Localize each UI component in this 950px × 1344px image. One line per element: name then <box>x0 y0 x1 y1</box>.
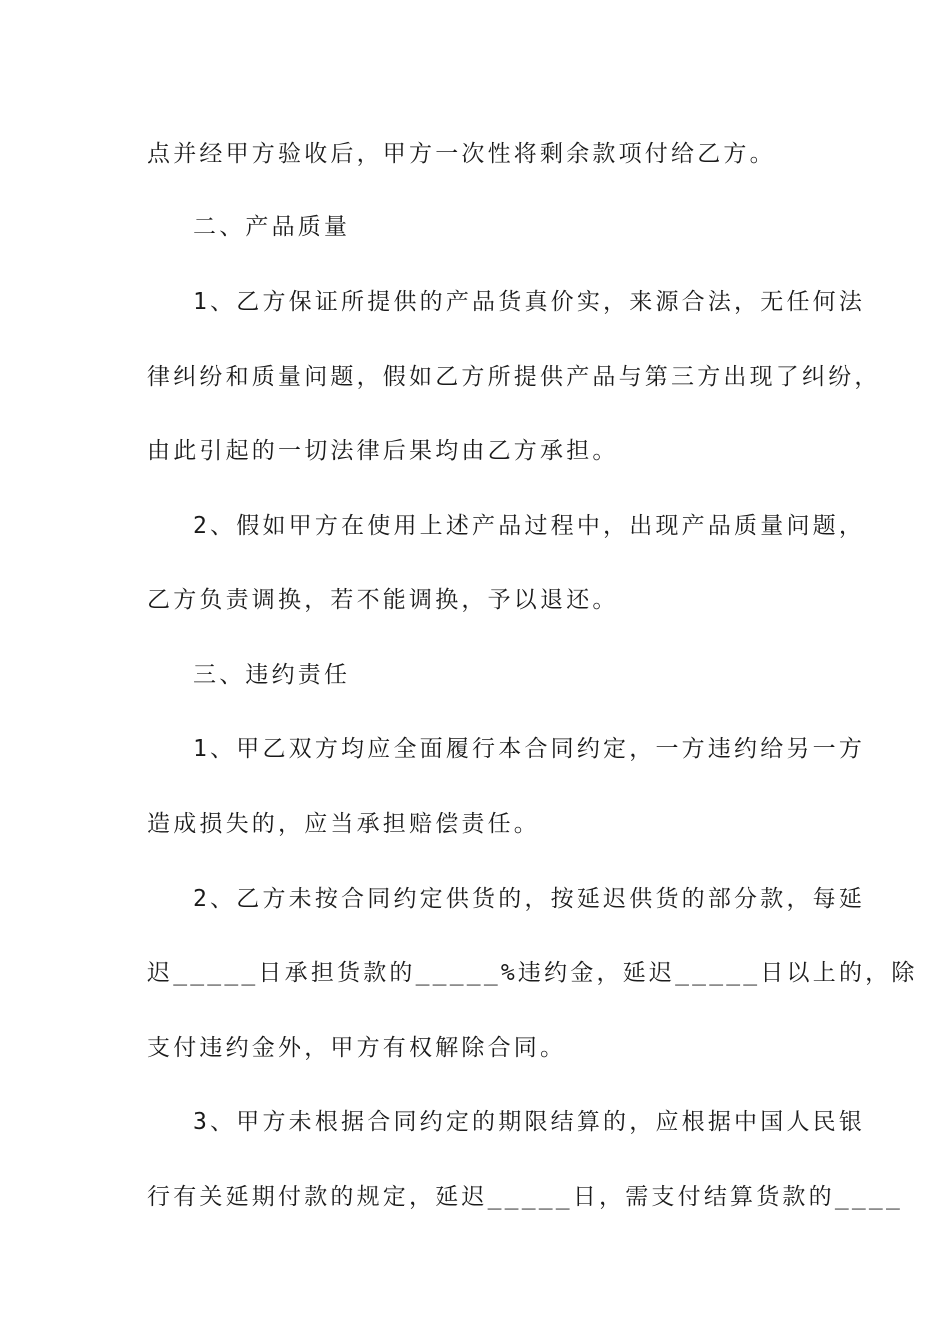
text-line-7: 乙方负责调换，若不能调换，予以退还。 <box>147 587 619 613</box>
text-line-6: 2、假如甲方在使用上述产品过程中，出现产品质量问题， <box>193 513 866 539</box>
section-heading-breach-liability: 三、违约责任 <box>193 662 351 688</box>
text-line-1: 点并经甲方验收后，甲方一次性将剩余款项付给乙方。 <box>147 141 776 167</box>
text-line-9: 1、甲乙双方均应全面履行本合同约定，一方违约给另一方 <box>193 736 866 762</box>
text-line-5: 由此引起的一切法律后果均由乙方承担。 <box>147 438 619 464</box>
section-heading-product-quality: 二、产品质量 <box>193 214 351 240</box>
text-line-10: 造成损失的，应当承担赔偿责任。 <box>147 811 540 837</box>
text-line-11: 2、乙方未按合同约定供货的，按延迟供货的部分款，每延 <box>193 886 866 912</box>
text-line-4: 律纠纷和质量问题，假如乙方所提供产品与第三方出现了纠纷， <box>147 364 881 390</box>
text-line-15: 行有关延期付款的规定，延迟_____日，需支付结算货款的____ <box>147 1184 904 1210</box>
text-line-3: 1、乙方保证所提供的产品货真价实，来源合法，无任何法 <box>193 289 866 315</box>
text-line-13: 支付违约金外，甲方有权解除合同。 <box>147 1035 567 1061</box>
text-line-12: 迟_____日承担货款的_____%违约金，延迟_____日以上的，除 <box>147 960 918 986</box>
text-line-14: 3、甲方未根据合同约定的期限结算的，应根据中国人民银 <box>193 1109 866 1135</box>
